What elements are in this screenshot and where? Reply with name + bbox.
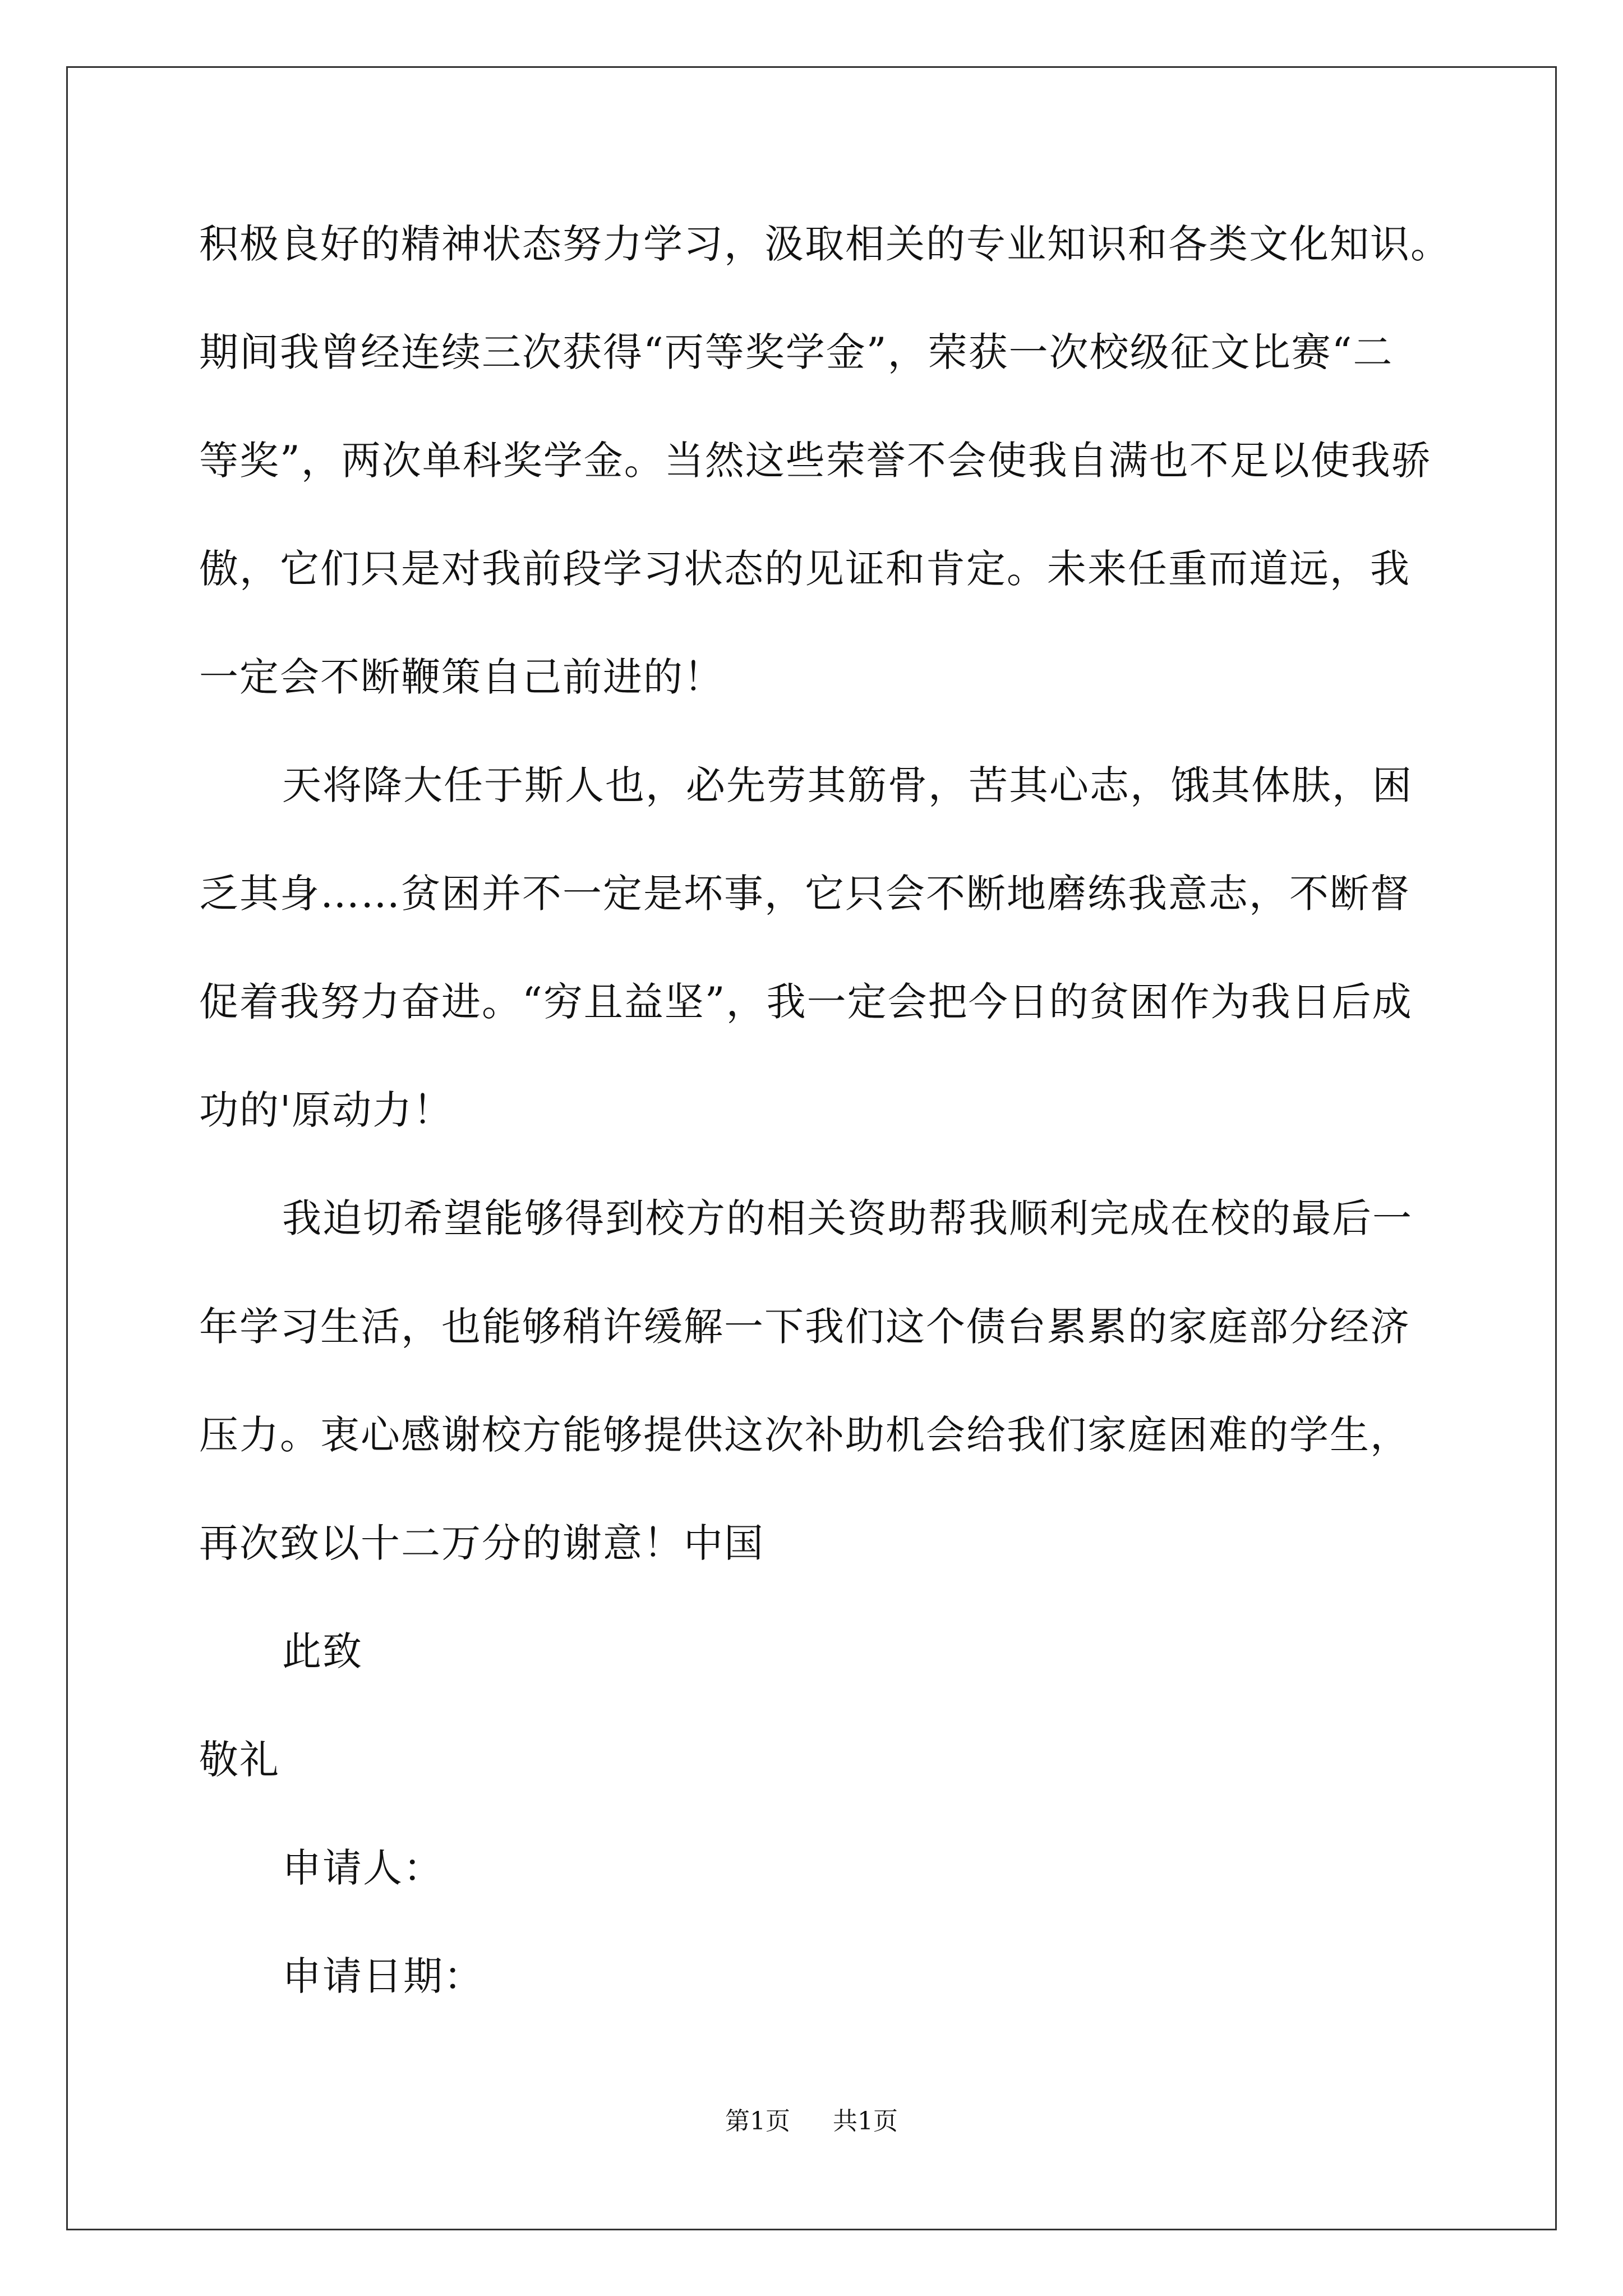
text-line: 期间我曾经连续三次获得“丙等奖学金”，荣获一次校级征文比赛“二 [199, 329, 1394, 375]
page-border [66, 66, 1557, 2230]
paragraph-start-line: 我迫切希望能够得到校方的相关资助帮我顺利完成在校的最后一 [282, 1195, 1413, 1241]
closing-salutation: 此致 [282, 1628, 363, 1674]
text-line: 积极良好的精神状态努力学习，汲取相关的专业知识和各类文化知识。 [199, 221, 1451, 267]
text-line: 压力。衷心感谢校方能够提供这次补助机会给我们家庭困难的学生， [199, 1412, 1410, 1458]
paragraph-start-line: 天将降大任于斯人也，必先劳其筋骨，苦其心志，饿其体肤，困 [282, 762, 1413, 808]
text-line: 促着我努力奋进。“穷且益坚”，我一定会把今日的贫困作为我日后成 [199, 979, 1413, 1025]
page-total: 共1页 [833, 2107, 898, 2136]
text-line: 再次致以十二万分的谢意！中国 [199, 1520, 764, 1566]
closing-regards: 敬礼 [199, 1737, 280, 1783]
page-number: 第1页 [725, 2107, 790, 2136]
text-line: 功的'原动力！ [199, 1087, 454, 1133]
text-line: 等奖”，两次单科奖学金。当然这些荣誉不会使我自满也不足以使我骄 [199, 438, 1432, 484]
text-line: 傲，它们只是对我前段学习状态的见证和肯定。未来任重而道远，我 [199, 546, 1410, 592]
text-line: 乏其身……贫困并不一定是坏事，它只会不断地磨练我意志，不断督 [199, 871, 1410, 917]
application-date-label: 申请日期： [282, 1953, 484, 1999]
text-line: 一定会不断鞭策自己前进的！ [199, 654, 724, 700]
applicant-label: 申请人： [282, 1845, 444, 1891]
page-footer [0, 2105, 1623, 2138]
text-line: 年学习生活，也能够稍许缓解一下我们这个债台累累的家庭部分经济 [199, 1304, 1410, 1350]
